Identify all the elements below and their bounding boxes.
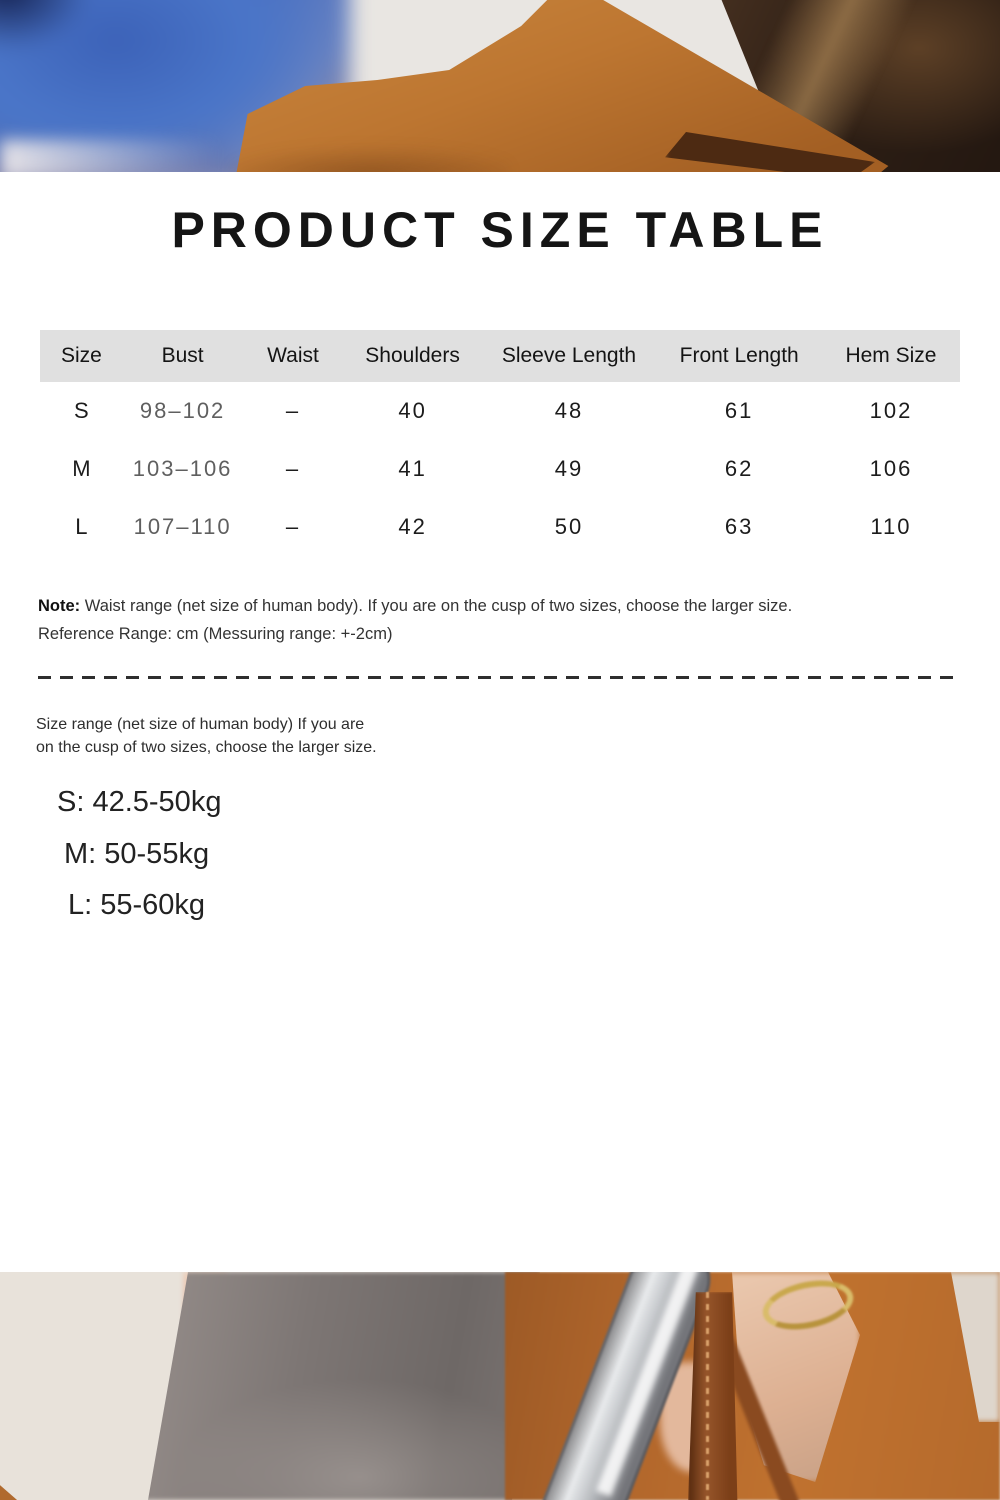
size-guide-line2: on the cusp of two sizes, choose the larger size. <box>36 739 377 756</box>
reference-line: Reference Range: cm (Messuring range: +-2cm) <box>38 625 393 643</box>
shoulders-value: 41 <box>398 456 427 481</box>
waist-value: – <box>285 398 301 423</box>
size-value: M <box>72 456 91 481</box>
column-header-size: Size <box>60 344 102 367</box>
sleeve-value: 49 <box>554 456 584 481</box>
shoulders-value: 42 <box>398 514 427 539</box>
leather-strap <box>688 1292 740 1500</box>
weight-recommendations <box>0 786 500 921</box>
sleeve-fold-shadow <box>230 120 510 172</box>
front-value: 63 <box>724 514 754 539</box>
front-value: 62 <box>724 456 754 481</box>
bust-value: 98–102 <box>139 398 226 423</box>
page-title: PRODUCT SIZE TABLE <box>171 202 829 258</box>
shoulders-value: 40 <box>398 398 427 423</box>
hem-value: 110 <box>870 514 912 539</box>
column-header-hem-size: Hem Size <box>845 344 937 367</box>
note-text: Waist range (net size of human body). If you are on the cusp of two sizes, choose the larger size. <box>80 597 793 615</box>
front-value: 61 <box>724 398 754 423</box>
strap-stitching <box>706 1292 709 1500</box>
bust-value: 107–110 <box>133 514 232 539</box>
table-row-s <box>40 382 960 440</box>
hem-value: 106 <box>869 456 913 481</box>
painting-highlight <box>0 140 220 172</box>
dashed-divider <box>38 676 962 679</box>
column-header-waist: Waist <box>267 344 319 367</box>
note-label: Note: <box>38 597 81 615</box>
table-row-m <box>40 440 960 498</box>
column-header-sleeve-length: Sleeve Length <box>501 344 637 367</box>
size-table <box>40 330 960 556</box>
size-guide-text <box>36 713 536 759</box>
weight-line-l: L: 55-60kg <box>68 889 206 921</box>
top-product-photo <box>0 0 1000 172</box>
waist-value: – <box>285 514 301 539</box>
weight-line-s: S: 42.5-50kg <box>57 786 222 818</box>
sleeve-value: 50 <box>554 514 584 539</box>
size-table-header <box>40 330 960 382</box>
weight-line-m: M: 50-55kg <box>64 838 210 870</box>
measurement-notes <box>38 592 958 648</box>
hem-value: 102 <box>869 398 913 423</box>
size-value: S <box>74 398 89 423</box>
size-value: L <box>75 514 88 539</box>
waist-value: – <box>285 456 301 481</box>
bottom-product-photo <box>0 1272 1000 1500</box>
note-line <box>38 592 958 620</box>
column-header-bust: Bust <box>161 344 204 367</box>
column-header-front-length: Front Length <box>679 344 799 367</box>
gray-skirt <box>140 1272 540 1500</box>
orange-corner-fabric <box>0 1462 60 1500</box>
column-header-shoulders: Shoulders <box>365 344 460 367</box>
bust-value: 103–106 <box>132 456 233 481</box>
size-guide-line1: Size range (net size of human body) If you are <box>36 716 365 733</box>
sleeve-value: 48 <box>554 398 584 423</box>
table-row-l <box>40 498 960 556</box>
